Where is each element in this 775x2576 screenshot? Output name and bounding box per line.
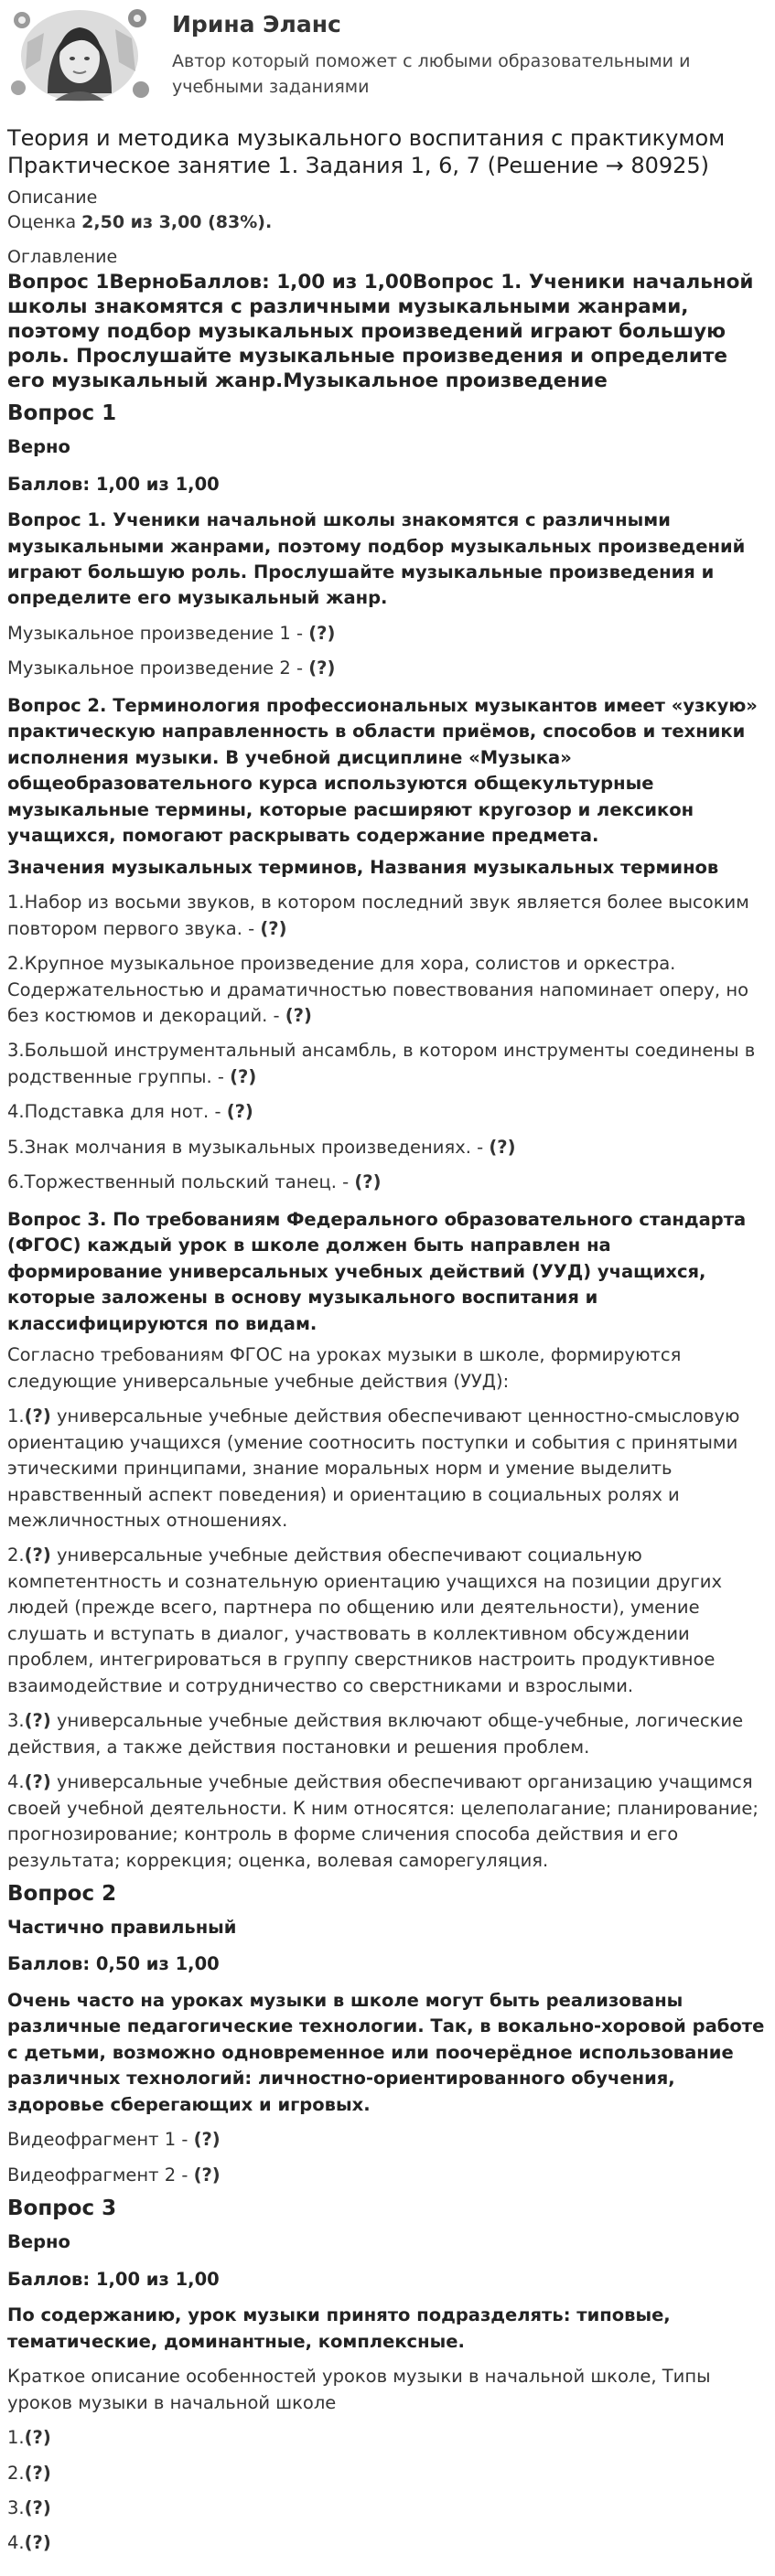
item-label: универсальные учебные действия включают обще-учебные, логические действия, а также действия постановки и решения проблем. [7, 1710, 744, 1758]
list-item [7, 2496, 768, 2521]
list-item [7, 1404, 768, 1534]
question-caption: Краткое описание особенностей уроков музыки в начальной школе, Типы уроков музыки в начальной школе [7, 2366, 711, 2413]
question-status: Верно [7, 436, 70, 457]
item-number: 2. [7, 1545, 25, 1566]
question-text: Вопрос 3. По требованиям Федерального образовательного стандарта (ФГОС) каждый урок в школе должен быть направлен на формирование универсальных учебных действий (УУД) учащихся, которые заложены в основу музыкального воспитания и классифицируются по видам. [7, 1208, 747, 1334]
item-label: 6.Торжественный польский танец. - [7, 1171, 355, 1193]
answer-mark: (?) [24, 2497, 51, 2518]
list-item [7, 656, 768, 681]
item-number: 2. [7, 2462, 25, 2484]
list-item [7, 890, 768, 942]
answer-mark: (?) [24, 1771, 51, 1793]
list-item [7, 1769, 768, 1874]
item-number: 1. [7, 2427, 25, 2449]
toc-label[interactable]: Оглавление [7, 247, 118, 268]
list-item [7, 2425, 768, 2451]
list-item [7, 1170, 768, 1195]
item-label: 5.Знак молчания в музыкальных произведениях. - [7, 1136, 490, 1158]
question-score: Баллов: 1,00 из 1,00 [7, 2268, 220, 2290]
question-text: Вопрос 2. Терминология профессиональных музыкантов имеет «узкую» практическую направленность в области приёмов, способов и техники исполнения музыки. В учебной дисциплине «Музыка» общеобразовательного курса используются общекультурные музыкальные термины, которые расширяют кругозор и лексикон учащихся, помогают раскрывать содержание предмета. [7, 694, 758, 847]
grade-line [7, 210, 768, 235]
question-score: Баллов: 1,00 из 1,00 [7, 473, 220, 495]
question-heading: Вопрос 1 [7, 401, 117, 426]
list-item [7, 1038, 768, 1090]
list-item [7, 2461, 768, 2486]
columns-caption: Значения музыкальных терминов, Названия музыкальных терминов [7, 856, 719, 878]
answer-mark: (?) [24, 2462, 51, 2484]
question-intro: Согласно требованиям ФГОС на уроках музыки в школе, формируются следующие универсальные учебные действия (УУД): [7, 1344, 682, 1392]
author-name[interactable]: Ирина Эланс [172, 11, 341, 37]
answer-mark: (?) [193, 2164, 221, 2186]
toc-text: Вопрос 1ВерноБаллов: 1,00 из 1,00Вопрос 1. Ученики начальной школы знакомятся с различными музыкальными жанрами, поэтому подбор музыкальных произведений играют большую роль. Прослушайте музыкальные произведения и определите его музыкальный жанр.Музыкальное произведение [7, 270, 754, 393]
item-number: 3. [7, 2497, 25, 2518]
list-item [7, 621, 768, 647]
answer-mark: (?) [308, 622, 336, 644]
author-card [7, 0, 768, 106]
item-number: 4. [7, 2532, 25, 2554]
list-item [7, 2163, 768, 2188]
answer-mark: (?) [489, 1136, 516, 1158]
item-label: 3.Большой инструментальный ансамбль, в котором инструменты соединены в родственные группы. - [7, 1040, 756, 1087]
list-item [7, 951, 768, 1029]
item-number: 3. [7, 1710, 25, 1732]
list-item [7, 1543, 768, 1699]
document-title: Теория и методика музыкального воспитания с практикумом Практическое занятие 1. Задания 1, 6, 7 (Решение → 80925) [7, 125, 726, 179]
author-description: Автор который поможет с любыми образовательными и учебными заданиями [172, 51, 691, 97]
item-label: универсальные учебные действия обеспечивают социальную компетентность и сознательную ориентацию учащихся на позиции других людей (прежде всего, партнера по общению или деятельности), умение слушать и вступать в диалог, участвовать в коллективном обсуждении проблем, интегрироваться в группу сверстников настроить продуктивное взаимодействие и сотрудничество со сверстниками и взрослыми. [7, 1545, 723, 1696]
answer-mark: (?) [24, 2532, 51, 2554]
answer-mark: (?) [354, 1171, 382, 1193]
question-status: Частично правильный [7, 1916, 237, 1938]
item-label: универсальные учебные действия обеспечивают ценностно-смысловую ориентацию учащихся (умение соотносить поступки и события с принятыми этическими принципами, знание моральных норм и умение выделить нравственный аспект поведения) и ориентацию в социальных ролях и межличностных отношениях. [7, 1406, 740, 1531]
item-number: 4. [7, 1771, 25, 1793]
description-label[interactable]: Описание [7, 187, 98, 208]
item-label: Музыкальное произведение 1 - [7, 622, 309, 644]
question-3 [7, 2196, 768, 2557]
item-label: 4.Подставка для нот. - [7, 1101, 227, 1123]
answer-mark: (?) [308, 657, 336, 679]
author-avatar[interactable] [7, 5, 152, 106]
answer-mark: (?) [193, 2129, 221, 2151]
item-label: 1.Набор из восьми звуков, в котором последний звук является более высоким повтором первого звука. - [7, 892, 749, 939]
item-label: Видеофрагмент 1 - [7, 2129, 194, 2151]
question-2 [7, 1881, 768, 2188]
question-score: Баллов: 0,50 из 1,00 [7, 1953, 220, 1975]
question-heading: Вопрос 3 [7, 2197, 117, 2221]
question-text: Вопрос 1. Ученики начальной школы знакомятся с различными музыкальными жанрами, поэтому подбор музыкальных произведений играют большую роль. Прослушайте музыкальные произведения и определите его музыкальный жанр. [7, 509, 746, 609]
answer-mark: (?) [285, 1005, 312, 1026]
item-label: универсальные учебные действия обеспечивают организацию учащимся своей учебной деятельности. К ним относятся: целеполагание; планирование; прогнозирование; контроль в форме сличения способа действия и его результата; коррекция; оценка, волевая саморегуляция. [7, 1771, 759, 1871]
question-text: По содержанию, урок музыки принято подразделять: типовые, тематические, доминантные, комплексные. [7, 2304, 671, 2352]
answer-mark: (?) [24, 1545, 51, 1566]
question-1 [7, 401, 768, 1874]
question-status: Верно [7, 2231, 70, 2253]
item-label: Видеофрагмент 2 - [7, 2164, 194, 2186]
list-item [7, 2127, 768, 2153]
list-item [7, 1135, 768, 1160]
answer-mark: (?) [24, 1710, 51, 1732]
question-heading: Вопрос 2 [7, 1882, 117, 1907]
item-number: 1. [7, 1406, 25, 1427]
grade-value: 2,50 из 3,00 (83%). [81, 211, 273, 232]
answer-mark: (?) [24, 2427, 51, 2449]
answer-mark: (?) [24, 1406, 51, 1427]
item-label: Музыкальное произведение 2 - [7, 657, 309, 679]
item-label: 2.Крупное музыкальное произведение для хора, солистов и оркестра. Содержательностью и драматичностью повествования напоминает оперу, но без костюмов и декораций. - [7, 953, 749, 1026]
grade-prefix: Оценка [7, 211, 82, 232]
list-item [7, 1099, 768, 1125]
answer-mark: (?) [230, 1065, 257, 1087]
question-text: Очень часто на уроках музыки в школе могут быть реализованы различные педагогические технологии. Так, в вокально-хоровой работе с детьми, возможно одновременное или поочерёдное использование различных технологий: личностно-ориентированного обучения, здоровье сберегающих и игровых. [7, 1989, 765, 2115]
answer-mark: (?) [260, 917, 287, 939]
answer-mark: (?) [226, 1101, 253, 1123]
list-item [7, 2530, 768, 2556]
list-item [7, 1708, 768, 1760]
